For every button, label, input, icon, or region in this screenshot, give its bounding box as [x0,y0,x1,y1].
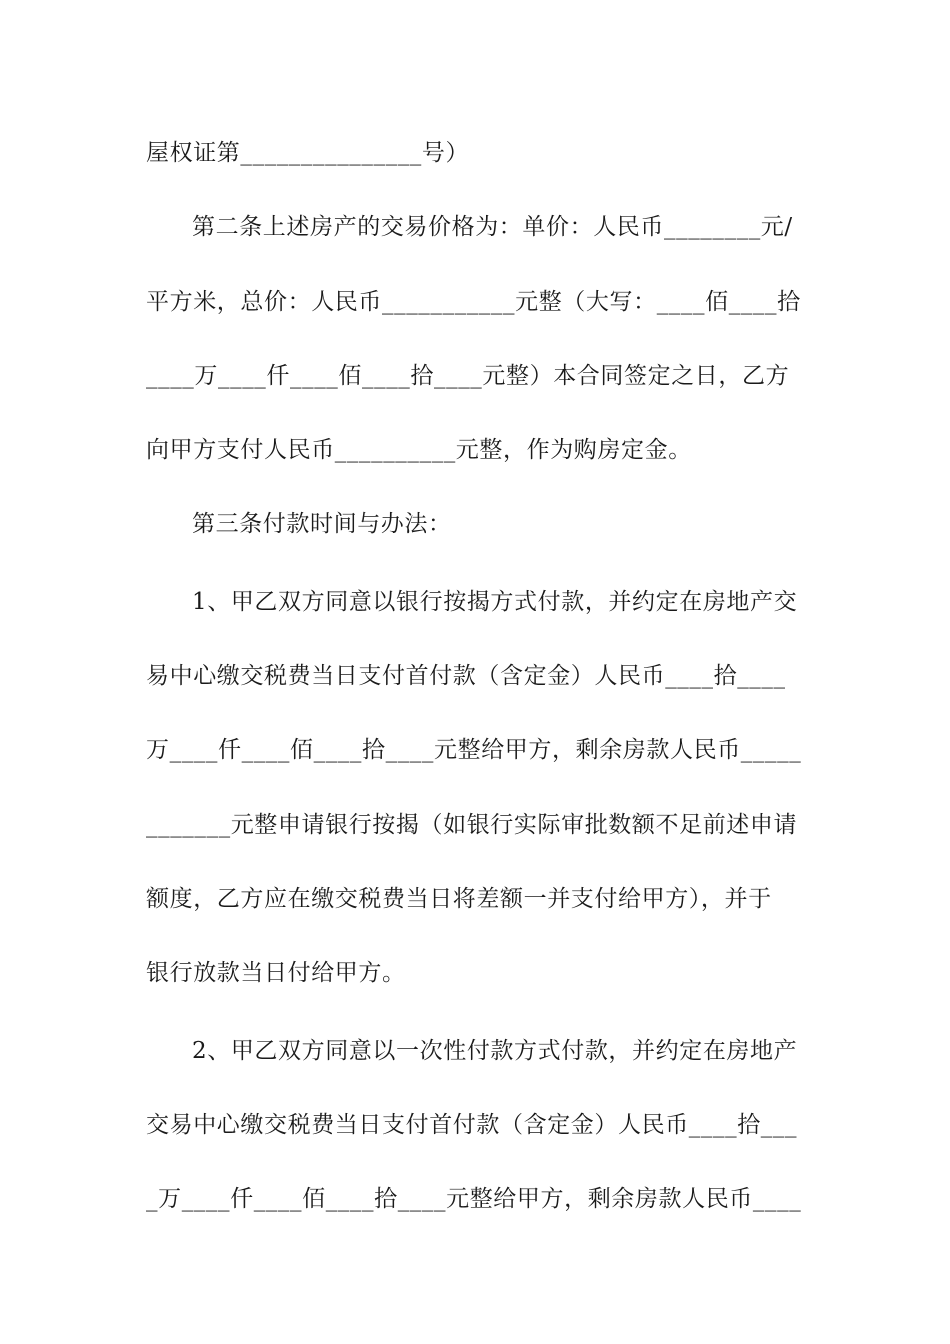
text-line-5: 向甲方支付人民币__________元整，作为购房定金。 [146,437,692,463]
text-line-14: 交易中心缴交税费当日支付首付款（含定金）人民币____拾___ [146,1112,798,1138]
text-line-1: 屋权证第_______________号） [146,140,470,166]
text-line-11: 额度，乙方应在缴交税费当日将差额一并支付给甲方），并于 [146,886,772,912]
text-line-8: 易中心缴交税费当日支付首付款（含定金）人民币____拾____ [146,663,786,689]
clause-2-heading-line: 第二条上述房产的交易价格为：单价：人民币________元/ [192,214,793,240]
text-line-15: _万____仟____佰____拾____元整给甲方，剩余房款人民币____ [146,1186,802,1212]
text-line-10: _______元整申请银行按揭（如银行实际审批数额不足前述申请 [146,812,798,838]
text-line-3: 平方米，总价：人民币___________元整（大写：____佰____拾 [146,289,801,315]
item-2-first-line: 2、甲乙双方同意以一次性付款方式付款，并约定在房地产 [192,1038,798,1064]
text-line-4: ____万____仟____佰____拾____元整）本合同签定之日，乙方 [146,363,790,389]
text-line-12: 银行放款当日付给甲方。 [146,960,406,986]
text-line-9: 万____仟____佰____拾____元整给甲方，剩余房款人民币_____ [146,737,802,763]
item-1-first-line: 1、甲乙双方同意以银行按揭方式付款，并约定在房地产交 [192,589,798,615]
clause-3-heading: 第三条付款时间与办法： [192,511,452,537]
